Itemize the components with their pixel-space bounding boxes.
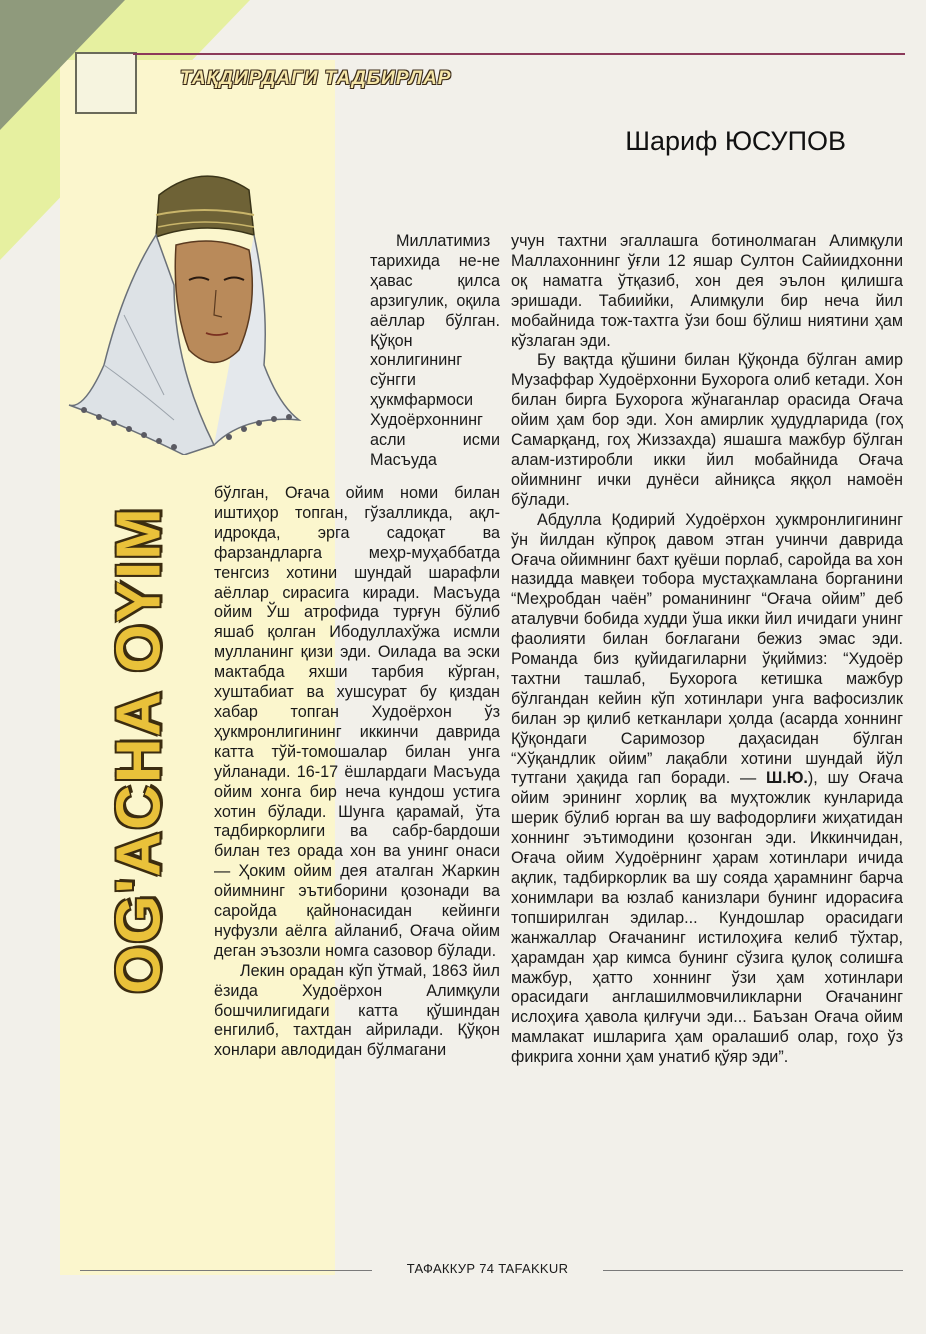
section-rubric: ТАҚДИРДАГИ ТАДБИРЛАР bbox=[180, 68, 452, 89]
text-column-a bbox=[370, 232, 500, 471]
paragraph: учун тахтни эгаллашга ботинолмаган Алимқули Маллахоннинг ўғли 12 яшар Султон Сайиидхонни оқ наматга ўтқазиб, хон дея эълон қилишга эришади. Табиийки, Алимқули бир неча йил мобайнида тож-тахтга ўзи бош бўлиш ниятини ҳам кўзлаган эди. bbox=[511, 232, 903, 350]
author-initials: Ш.Ю. bbox=[765, 769, 808, 788]
text-column-c bbox=[511, 232, 903, 1068]
woman-portrait-icon bbox=[64, 165, 314, 455]
header-rule bbox=[133, 53, 905, 55]
paragraph: Миллатимиз тарихида не-не ҳавас қилса арзигулик, оқила аёллар бўлган. Қўқон хонлигининг сўнгги ҳукмфармоси Худоёрхоннинг асли исми Масъуда bbox=[370, 232, 500, 469]
article-title: OG'ACHA OYIM bbox=[104, 505, 174, 994]
author-name: Шариф ЮСУПОВ bbox=[625, 126, 846, 156]
quote-part: Абдулла Қодирий Худоёрхон ҳукмронлигининг ўн йилдан кўпроқ давом этган учинчи даврида Оғача ойимнинг бахт қуёши порлаб, саройда ва хон назидда мавқеи тобора мустаҳкамлана борганини “Меҳробдан чаён” романининг “Оғача ойим” деб аталувчи бобида худди ўша икки йил ичидаги унинг фаолияти билан боғлагани бежиз эмас эди. Романда биз қуйидагиларни ўқиймиз: “Худоёр тахтни ташлаб, Бухорога кетишка мажбур бўлгандан кейин кўп хотинлари унга вафосизлик билан эр қилиб кетканлари ҳолда (асарда хоннинг Қўқондаги Саримозор даҳасидан бўлган “Хўқандлик ойим” лақабли хотини шундай йўл тутгани ҳақида гап боради. — bbox=[511, 510, 903, 788]
quote-part: ), шу Оғача ойим эрининг хорлиқ ва муҳтожлик кунларида шерик бўлиб юрган ва шу вафодорлиғи жиҳатидан хоннинг эътимодини қозонган эди. Иккинчидан, Оғача ойим Худоёрнинг ҳарам хотинлари ичида ақлик, тадбиркорлик ва шу сояда ҳарамнинг барча хонимлари ва юзлаб канизлари бунинг идорасиға топширилган эдилар... Кундошлар орасидаги жанжаллар Оғачанинг истилоҳиға келиб тўхтар, ҳарамдан ҳар кимса бунинг сўзига қулоқ солишға мажбур, ҳатто хоннинг ўзи ҳам хотинлари орасидаги англашилмовчиликларни Оғачанинг ислоҳиға ҳавола қилғучи эди... Баъзан Оғача ойим мамлакат ишларига ҳам оралашиб олар, гоҳо ўз фикрига хонни ҳам унатиб қўяр эди”. bbox=[511, 769, 903, 1067]
paragraph: Бу вақтда қўшини билан Қўқонда бўлган амир Музаффар Худоёрхонни Бухорога олиб кетади. Хон билан бирга Бухорога жўнаганлар орасида Оғача ойим ҳам бор эди. Хон амирлик ҳудудларида (гоҳ Самарқанд, гоҳ Жиззахда) яшашга мажбур бўлган алам-изтиробли икки йил мобайнида Оғача ойимнинг ички дунёси айниқса яққол намоён бўлади. bbox=[511, 351, 903, 509]
footer-rule-right bbox=[603, 1270, 903, 1271]
page-footer: ТАФАККУР 74 TAFAKKUR bbox=[406, 1261, 569, 1276]
text-column-b bbox=[214, 484, 500, 1061]
article-title-vertical bbox=[104, 472, 174, 1027]
footer-rule-left bbox=[80, 1270, 372, 1271]
corner-frame bbox=[75, 52, 137, 114]
paragraph bbox=[511, 511, 903, 1068]
paragraph: бўлган, Оғача ойим номи билан иштиҳор топган, гўзалликда, ақл-идрокда, эрга садоқат ва фарзандларга меҳр-муҳаббатда тенгсиз хотини шундай шарафли аёллар сирасига киради. Масъуда ойим Ўш атрофида турғун бўлиб яшаб қолган Ибодуллахўжа исмли мулланинг қизи эди. Оилада ва эски мактабда яхши тарбия кўрган, хуштабиат ва хушсурат бу қиздан хабар топган Худоёрхон ўз ҳукмронлигининг иккинчи даврида катта тўй-томошалар билан унга уйланади. 16-17 ёшлардаги Масъуда ойим хонга бир неча кундош устига хотин бўлади. Шунга қарамай, ўта тадбиркорлиги ва сабр-бардоши билан тез орада хон ва унинг онаси — Ҳоким ойим дея аталган Жаркин ойимнинг эътиборини қозонади ва саройда қайнонасидан кейинги нуфузли аёлга айланиб, Оғача ойим деган эъзозли номга сазовор бўлади. bbox=[214, 484, 500, 960]
paragraph: Лекин орадан кўп ўтмай, 1863 йил ёзида Худоёрхон Алимқули бошчилигидаги катта қўшиндан енгилиб, тахтдан айрилади. Қўқон хонлари авлодидан бўлмагани bbox=[214, 961, 500, 1060]
